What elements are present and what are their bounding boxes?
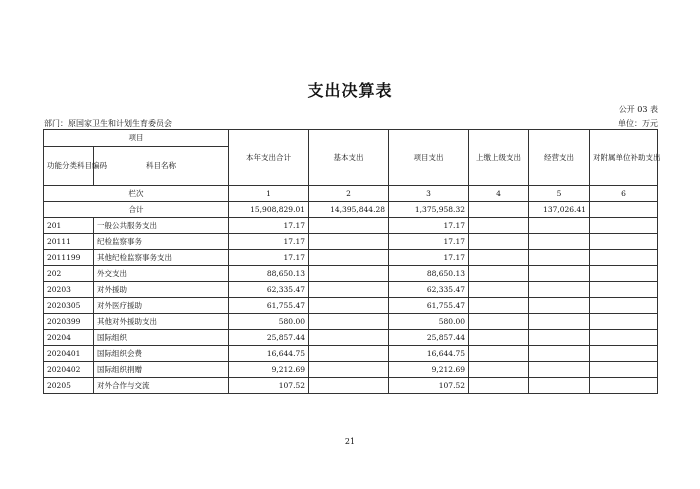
row-code: 2011199 bbox=[44, 250, 94, 266]
row-code: 20205 bbox=[44, 378, 94, 394]
row-basic bbox=[309, 330, 389, 346]
row-subject-name: 对外援助 bbox=[94, 282, 229, 298]
row-total: 17.17 bbox=[229, 250, 309, 266]
header-project: 项目 bbox=[44, 130, 229, 147]
row-subsidy bbox=[590, 314, 658, 330]
row-total: 17.17 bbox=[229, 218, 309, 234]
header-total: 本年支出合计 bbox=[229, 130, 309, 186]
table-row bbox=[44, 266, 658, 282]
row-code: 20203 bbox=[44, 282, 94, 298]
row-code: 202 bbox=[44, 266, 94, 282]
row-operating bbox=[529, 330, 590, 346]
row-upper bbox=[469, 282, 529, 298]
row-code: 201 bbox=[44, 218, 94, 234]
row-subject-name: 对外合作与交流 bbox=[94, 378, 229, 394]
row-total: 580.00 bbox=[229, 314, 309, 330]
row-upper bbox=[469, 234, 529, 250]
table-row bbox=[44, 378, 658, 394]
header-func-code: 功能分类科目编码 bbox=[44, 147, 94, 186]
table-row bbox=[44, 330, 658, 346]
header-operating: 经营支出 bbox=[529, 130, 590, 186]
row-subject-name: 一般公共服务支出 bbox=[94, 218, 229, 234]
header-upper: 上缴上级支出 bbox=[469, 130, 529, 186]
row-upper bbox=[469, 362, 529, 378]
row-project: 25,857.44 bbox=[389, 330, 469, 346]
row-basic bbox=[309, 282, 389, 298]
row-operating bbox=[529, 250, 590, 266]
row-upper bbox=[469, 298, 529, 314]
table-row bbox=[44, 218, 658, 234]
row-operating bbox=[529, 282, 590, 298]
row-total: 25,857.44 bbox=[229, 330, 309, 346]
table-row bbox=[44, 250, 658, 266]
total-row bbox=[44, 202, 658, 218]
column-number-row bbox=[44, 186, 658, 202]
column-number: 5 bbox=[529, 186, 590, 202]
row-subject-name: 国际组织 bbox=[94, 330, 229, 346]
row-operating bbox=[529, 314, 590, 330]
row-code: 20204 bbox=[44, 330, 94, 346]
row-total: 16,644.75 bbox=[229, 346, 309, 362]
row-upper bbox=[469, 378, 529, 394]
row-project: 107.52 bbox=[389, 378, 469, 394]
table-row bbox=[44, 314, 658, 330]
header-row-1 bbox=[44, 130, 658, 147]
row-project: 9,212.69 bbox=[389, 362, 469, 378]
row-operating bbox=[529, 298, 590, 314]
row-code: 20111 bbox=[44, 234, 94, 250]
row-project: 17.17 bbox=[389, 234, 469, 250]
row-subject-name: 纪检监察事务 bbox=[94, 234, 229, 250]
row-code: 2020401 bbox=[44, 346, 94, 362]
total-label: 合计 bbox=[44, 202, 229, 218]
row-upper bbox=[469, 330, 529, 346]
row-subsidy bbox=[590, 298, 658, 314]
column-number-label: 栏次 bbox=[44, 186, 229, 202]
total-upper bbox=[469, 202, 529, 218]
table-row bbox=[44, 298, 658, 314]
row-total: 9,212.69 bbox=[229, 362, 309, 378]
header-basic: 基本支出 bbox=[309, 130, 389, 186]
row-code: 2020399 bbox=[44, 314, 94, 330]
row-project: 62,335.47 bbox=[389, 282, 469, 298]
row-project: 17.17 bbox=[389, 218, 469, 234]
header-project-spend: 项目支出 bbox=[389, 130, 469, 186]
row-total: 17.17 bbox=[229, 234, 309, 250]
column-number: 2 bbox=[309, 186, 389, 202]
row-basic bbox=[309, 266, 389, 282]
row-upper bbox=[469, 346, 529, 362]
row-basic bbox=[309, 250, 389, 266]
row-subsidy bbox=[590, 266, 658, 282]
row-subsidy bbox=[590, 330, 658, 346]
row-basic bbox=[309, 314, 389, 330]
page-number: 21 bbox=[344, 437, 356, 446]
total-basic: 14,395,844.28 bbox=[309, 202, 389, 218]
row-code: 2020402 bbox=[44, 362, 94, 378]
table-row bbox=[44, 346, 658, 362]
column-number: 1 bbox=[229, 186, 309, 202]
row-subject-name: 国际组织捐赠 bbox=[94, 362, 229, 378]
row-project: 88,650.13 bbox=[389, 266, 469, 282]
row-basic bbox=[309, 298, 389, 314]
total-subsidy bbox=[590, 202, 658, 218]
row-total: 62,335.47 bbox=[229, 282, 309, 298]
table-row bbox=[44, 362, 658, 378]
row-operating bbox=[529, 234, 590, 250]
row-total: 61,755.47 bbox=[229, 298, 309, 314]
row-operating bbox=[529, 346, 590, 362]
row-subsidy bbox=[590, 218, 658, 234]
row-project: 61,755.47 bbox=[389, 298, 469, 314]
row-subject-name: 外交支出 bbox=[94, 266, 229, 282]
row-upper bbox=[469, 218, 529, 234]
row-operating bbox=[529, 266, 590, 282]
column-number: 6 bbox=[590, 186, 658, 202]
row-subsidy bbox=[590, 378, 658, 394]
row-subsidy bbox=[590, 362, 658, 378]
row-basic bbox=[309, 218, 389, 234]
row-total: 107.52 bbox=[229, 378, 309, 394]
row-basic bbox=[309, 378, 389, 394]
expenditure-table bbox=[43, 129, 661, 394]
header-subject-name: 科目名称 bbox=[94, 147, 229, 186]
row-operating bbox=[529, 362, 590, 378]
row-project: 580.00 bbox=[389, 314, 469, 330]
row-subject-name: 其他对外援助支出 bbox=[94, 314, 229, 330]
row-code: 2020305 bbox=[44, 298, 94, 314]
total-amount: 15,908,829.01 bbox=[229, 202, 309, 218]
row-project: 17.17 bbox=[389, 250, 469, 266]
row-subsidy bbox=[590, 346, 658, 362]
row-upper bbox=[469, 250, 529, 266]
unit-label: 单位：万元 bbox=[618, 119, 658, 128]
row-subject-name: 国际组织会费 bbox=[94, 346, 229, 362]
row-basic bbox=[309, 234, 389, 250]
column-number: 3 bbox=[389, 186, 469, 202]
row-operating bbox=[529, 218, 590, 234]
row-subsidy bbox=[590, 234, 658, 250]
total-operating: 137,026.41 bbox=[529, 202, 590, 218]
table-row bbox=[44, 282, 658, 298]
row-basic bbox=[309, 362, 389, 378]
form-number: 公开 03 表 bbox=[618, 105, 658, 114]
row-basic bbox=[309, 346, 389, 362]
total-project: 1,375,958.32 bbox=[389, 202, 469, 218]
row-total: 88,650.13 bbox=[229, 266, 309, 282]
row-subsidy bbox=[590, 282, 658, 298]
header-subsidy: 对附属单位补助支出 bbox=[590, 130, 658, 186]
page-title: 支出决算表 bbox=[307, 81, 393, 100]
row-project: 16,644.75 bbox=[389, 346, 469, 362]
row-subsidy bbox=[590, 250, 658, 266]
row-operating bbox=[529, 378, 590, 394]
column-number: 4 bbox=[469, 186, 529, 202]
table-row bbox=[44, 234, 658, 250]
department-label: 部门：原国家卫生和计划生育委员会 bbox=[44, 119, 172, 128]
row-upper bbox=[469, 266, 529, 282]
row-subject-name: 其他纪检监察事务支出 bbox=[94, 250, 229, 266]
row-subject-name: 对外医疗援助 bbox=[94, 298, 229, 314]
row-upper bbox=[469, 314, 529, 330]
